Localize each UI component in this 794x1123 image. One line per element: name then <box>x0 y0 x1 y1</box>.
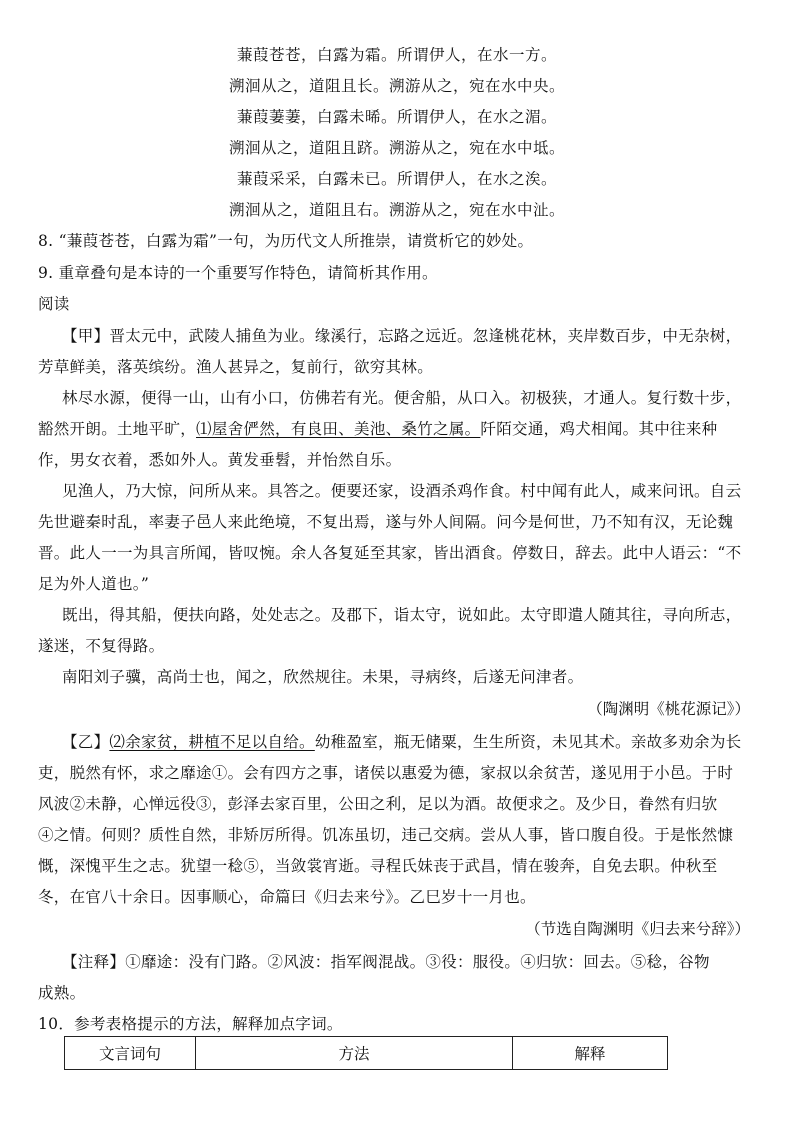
passage-line: 晋。此人一一为具言所闻，皆叹惋。余人各复延至其家，皆出酒食。停数日，辞去。此中人语云：“不 <box>38 544 742 562</box>
passage-line: 先世避秦时乱，率妻子邑人来此绝境，不复出焉，遂与外人间隔。问今是何世，乃不知有汉，无论魏 <box>38 513 734 531</box>
table-header-cell: 方法 <box>196 1037 513 1070</box>
passage-text: 幼稚盈室，瓶无储粟，生生所资，未见其术。亲故多劝余为长 <box>314 733 742 751</box>
question-9: 9. 重章叠句是本诗的一个重要写作特色，请简析其作用。 <box>38 264 438 282</box>
passage-line: 遂迷，不复得路。 <box>38 637 165 655</box>
reading-label: 阅读 <box>38 295 70 313</box>
passage-line: 芳草鲜美，落英缤纷。渔人甚异之，复前行，欲穷其林。 <box>38 358 434 376</box>
passage-line: 见渔人，乃大惊，问所从来。具答之。便要还家，设酒杀鸡作食。村中闻有此人，咸来问讯。自云 <box>62 482 742 500</box>
question-8: 8. “蒹葭苍苍，白露为霜”一句，为历代文人所推崇，请赏析它的妙处。 <box>38 232 534 250</box>
passage-line: 【甲】晋太元中，武陵人捕鱼为业。缘溪行，忘路之远近。忽逢桃花林，夹岸数百步，中无杂树， <box>62 327 742 345</box>
poem-line: 溯洄从之，道阻且右。溯游从之，宛在水中沚。 <box>228 201 565 219</box>
underlined-sentence-2: ⑵余家贫，耕植不足以自给。 <box>109 733 315 751</box>
passage-line: 足为外人道也。” <box>38 575 150 593</box>
source-yi: （节选自陶渊明《归去来兮辞》） <box>525 920 750 938</box>
passage-line: ④之情。何则？质性自然，非矫厉所得。饥冻虽切，违己交病。尝从人事，皆口腹自役。于是怅然慷 <box>38 826 734 844</box>
passage-line: 风波②未静，心惮远役③，彭泽去家百里，公田之利，足以为酒。故便求之。及少日，眷然有归欤 <box>38 795 718 813</box>
source-jia: （陶渊明《桃花源记》） <box>587 700 750 718</box>
passage-line <box>62 730 741 752</box>
poem-line: 蒹葭萋萋，白露未晞。所谓伊人，在水之湄。 <box>236 108 557 126</box>
passage-line: 吏，脱然有怀，求之靡途①。会有四方之事，诸侯以惠爱为德，家叔以余贫苦，遂见用于小邑。于时 <box>38 764 734 782</box>
passage-text: 豁然开朗。土地平旷， <box>38 420 197 438</box>
passage-line: 既出，得其船，便扶向路，处处志之。及郡下，诣太守，说如此。太守即遣人随其往，寻向所志， <box>62 606 742 624</box>
passage-text: 阡陌交通，鸡犬相闻。其中往来种 <box>480 420 718 438</box>
passage-line: 冬，在官八十余日。因事顺心，命篇曰《归去来兮》。乙巳岁十一月也。 <box>38 888 536 906</box>
annotation-line: 【注释】①靡途：没有门路。②风波：指军阀混战。③役：服役。④归欤：回去。⑤稔，谷物 <box>62 953 710 971</box>
poem-line: 蒹葭苍苍，白露为霜。所谓伊人，在水一方。 <box>236 46 557 64</box>
table-header-cell: 文言词句 <box>65 1037 196 1070</box>
poem-line: 蒹葭采采，白露未已。所谓伊人，在水之涘。 <box>236 170 557 188</box>
table-header-row <box>65 1037 668 1070</box>
poem-line: 溯洄从之，道阻且跻。溯游从之，宛在水中坻。 <box>228 139 565 157</box>
poem-line: 溯洄从之，道阻且长。溯游从之，宛在水中央。 <box>228 77 565 95</box>
passage-line <box>38 417 717 439</box>
underlined-sentence-1: ⑴屋舍俨然，有良田、美池、桑竹之属。 <box>196 420 481 438</box>
answer-table <box>64 1036 668 1070</box>
passage-line: 林尽水源，便得一山，山有小口，仿佛若有光。便舍船，从口入。初极狭，才通人。复行数十步， <box>62 389 742 407</box>
annotation-line: 成熟。 <box>38 984 86 1002</box>
passage-text: 【乙】 <box>62 733 110 751</box>
table-header-cell: 解释 <box>513 1037 668 1070</box>
passage-line: 慨，深愧平生之志。犹望一稔⑤，当敛裳宵逝。寻程氏妹丧于武昌，情在骏奔，自免去职。仲秋至 <box>38 857 718 875</box>
passage-line: 南阳刘子骥，高尚士也，闻之，欣然规往。未果，寻病终，后遂无问津者。 <box>62 668 584 686</box>
question-10: 10．参考表格提示的方法，解释加点字词。 <box>38 1015 343 1033</box>
passage-line: 作，男女衣着，悉如外人。黄发垂髫，并怡然自乐。 <box>38 451 402 469</box>
